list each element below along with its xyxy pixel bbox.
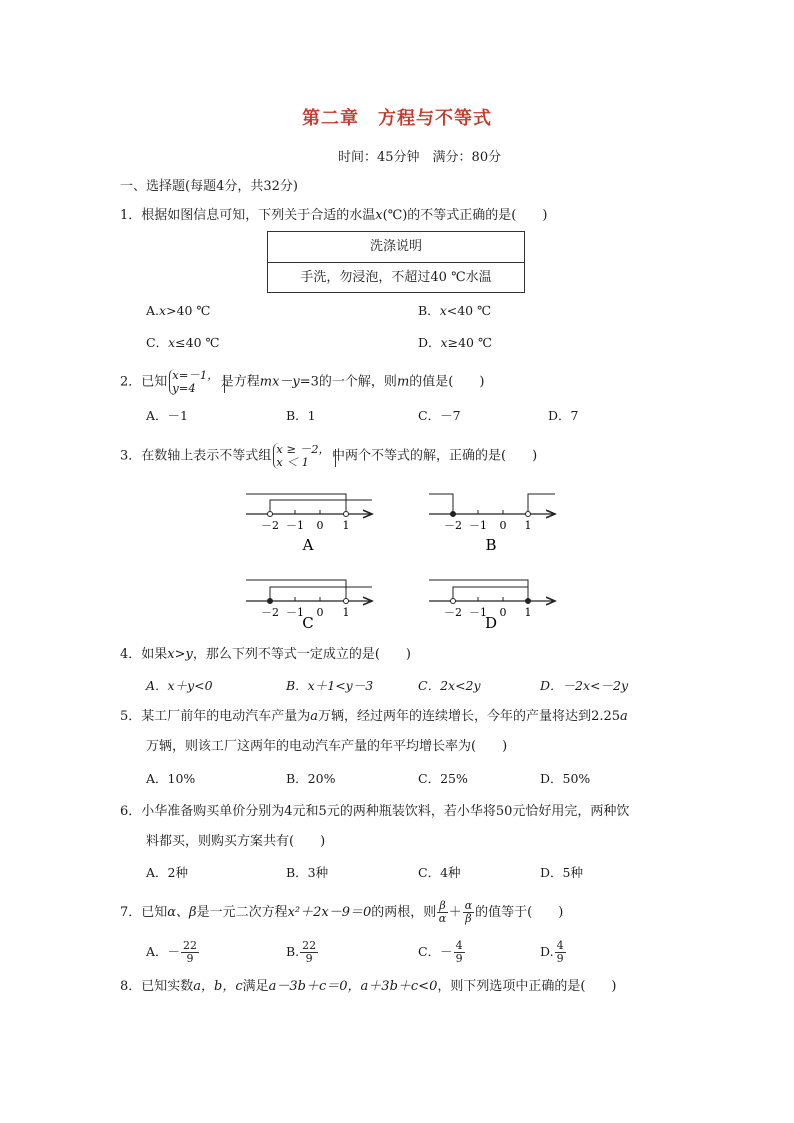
q4-condition: x>y xyxy=(167,647,193,662)
q8-text-a: 8．已知实数 xyxy=(120,979,194,994)
tick-label: －1 xyxy=(469,519,487,532)
q7-d-den: 9 xyxy=(556,952,564,965)
q8-text-b: 满足 xyxy=(242,979,269,994)
q5-option-b: B．20% xyxy=(286,771,336,786)
q3-inequality-system xyxy=(273,443,330,469)
q7-text-d: 的值等于( ) xyxy=(475,905,564,920)
q7-b-prefix: B. xyxy=(286,944,300,959)
q7-d-prefix: D. xyxy=(540,944,554,959)
q1-b-var: x xyxy=(439,303,447,318)
option-label-d: D xyxy=(484,614,498,632)
question-5-line-2: 万辆，则该工厂这两年的电动汽车产量的年平均增长率为( ) xyxy=(146,739,508,754)
option-label-a: A xyxy=(302,536,314,554)
tick-label: 0 xyxy=(316,606,324,619)
tick-label: 0 xyxy=(499,606,507,619)
q1-a-var: x xyxy=(159,303,167,318)
q1-c-var: x xyxy=(168,335,176,350)
q7-text-c: 的两根，则 xyxy=(371,905,437,920)
q2-option-d: D．7 xyxy=(548,408,579,423)
q7-option-d xyxy=(540,940,567,965)
tick-label: 1 xyxy=(342,519,350,532)
q7-b-den: 9 xyxy=(305,952,313,965)
q6-option-b: B．3种 xyxy=(286,865,329,880)
q3-sys-bot: x ＜ 1 xyxy=(276,455,309,469)
q2-stem-text-c: =3的一个解，则 xyxy=(299,374,397,390)
q5-option-c: C．25% xyxy=(418,771,468,786)
q1-stem-text-a: 1．根据如图信息可知，下列关于合适的水温 xyxy=(120,208,376,223)
q4-option-b: B．x＋1<y－3 xyxy=(286,678,374,693)
page-subtitle: 时间：45分钟 满分：80分 xyxy=(338,150,502,165)
washing-instruction-table xyxy=(267,231,525,293)
q4-option-a: A．x＋y<0 xyxy=(146,678,213,693)
q2-sys-bot: y=4 xyxy=(172,381,196,395)
number-line-c xyxy=(246,580,372,632)
q7-frac1-den: α xyxy=(438,912,447,925)
number-line-a xyxy=(246,494,372,554)
q7-plus: ＋ xyxy=(448,905,462,920)
q1-option-c xyxy=(146,334,219,352)
q1-option-a xyxy=(146,302,210,320)
q7-fraction-2 xyxy=(463,900,474,925)
tick-label: 0 xyxy=(316,519,324,532)
q1-option-d xyxy=(418,334,492,352)
q2-equation: mx－y xyxy=(259,374,300,390)
q7-text-b: 是一元二次方程 xyxy=(196,905,288,920)
q7-frac1-num: β xyxy=(439,899,446,912)
question-1-stem xyxy=(120,207,547,225)
q5-var-a-2: a xyxy=(620,709,628,724)
tick-label: 1 xyxy=(524,519,532,532)
q1-stem-var: x xyxy=(375,208,383,223)
q6-option-a: A．2种 xyxy=(146,865,188,880)
q7-d-num: 4 xyxy=(556,939,564,952)
q1-b-prefix: B． xyxy=(418,303,440,318)
tick-label: －1 xyxy=(286,519,304,532)
q1-d-var: x xyxy=(440,335,448,350)
q7-roots: α、β xyxy=(167,905,197,920)
q1-a-rest: >40 ℃ xyxy=(166,303,211,318)
q7-d-fraction xyxy=(555,940,566,965)
option-label-b: B xyxy=(485,536,497,554)
number-line-d xyxy=(429,580,555,632)
notice-body: 手洗，勿浸泡，不超过40 ℃水温 xyxy=(300,270,492,285)
q1-d-prefix: D． xyxy=(418,335,441,350)
q7-frac2-num: α xyxy=(464,899,473,912)
question-2-stem xyxy=(120,369,484,395)
q2-stem-text-b: 是方程 xyxy=(220,374,260,390)
q5-option-d: D．50% xyxy=(540,771,591,786)
question-5-line-1 xyxy=(120,708,628,726)
q7-a-den: 9 xyxy=(186,952,194,965)
q1-d-rest: ≥40 ℃ xyxy=(447,335,492,350)
q2-var-m: m xyxy=(396,374,410,390)
section-heading: 一、选择题(每题4分，共32分) xyxy=(120,179,298,194)
q2-option-a: A．－1 xyxy=(146,408,188,423)
q8-vars: a，b，c xyxy=(193,979,243,994)
q1-c-prefix: C． xyxy=(146,335,169,350)
option-label-c: C xyxy=(302,614,314,632)
tick-label: －2 xyxy=(261,519,279,532)
q1-b-rest: <40 ℃ xyxy=(446,303,492,318)
q7-frac2-den: β xyxy=(465,912,472,925)
q8-conditions: a－3b＋c＝0，a＋3b＋c<0 xyxy=(268,979,438,994)
tick-label: 1 xyxy=(524,606,532,619)
q7-b-num: 22 xyxy=(302,939,317,952)
q4-stem-text-a: 4．如果 xyxy=(120,647,168,662)
tick-label: －2 xyxy=(444,606,462,619)
q7-option-b xyxy=(286,940,319,965)
tick-label: 0 xyxy=(499,519,507,532)
q7-c-prefix: C．－ xyxy=(418,944,453,959)
q7-c-fraction xyxy=(454,940,465,965)
q6-option-c: C．4种 xyxy=(418,865,461,880)
tick-label: －1 xyxy=(469,606,487,619)
q3-stem-text-a: 3．在数轴上表示不等式组 xyxy=(120,448,272,464)
q5-option-a: A．10% xyxy=(146,771,196,786)
q4-stem-text-b: ，那么下列不等式一定成立的是( ) xyxy=(192,647,412,662)
q2-stem-text-a: 2．已知 xyxy=(120,374,168,390)
tick-label: 1 xyxy=(342,606,350,619)
q7-a-fraction xyxy=(181,940,199,965)
q7-c-num: 4 xyxy=(455,939,463,952)
q2-option-c: C．－7 xyxy=(418,408,461,423)
number-line-figures xyxy=(0,480,794,640)
question-6-line-2: 料都买，则购买方案共有( ) xyxy=(146,834,326,849)
q7-c-den: 9 xyxy=(455,952,463,965)
q1-stem-text-b: (℃)的不等式正确的是( ) xyxy=(382,208,548,223)
q5-text-b: 万辆，经过两年的连续增长，今年的产量将达到 xyxy=(318,709,592,724)
q2-equation-system xyxy=(169,369,218,395)
q3-stem-text-b: 中两个不等式的解，正确的是( ) xyxy=(332,448,538,464)
question-8-stem xyxy=(120,978,617,996)
q7-text-a: 7．已知 xyxy=(120,905,168,920)
q4-option-c: C．2x<2y xyxy=(418,678,481,693)
q1-option-b xyxy=(418,302,491,320)
q7-option-c xyxy=(418,940,466,965)
question-6-line-1: 6．小华准备购买单价分别为4元和5元的两种瓶装饮料，若小华将50元恰好用完，两种饮 xyxy=(120,804,630,819)
q6-option-d: D．5种 xyxy=(540,865,583,880)
q7-a-num: 22 xyxy=(183,939,198,952)
q2-option-b: B．1 xyxy=(286,408,316,423)
number-line-b xyxy=(429,494,555,554)
question-3-stem xyxy=(120,443,537,469)
notice-title: 洗涤说明 xyxy=(268,232,524,263)
q7-a-prefix: A．－ xyxy=(146,944,181,959)
q4-option-d: D．－2x<－2y xyxy=(540,678,629,693)
q1-a-prefix: A. xyxy=(146,303,160,318)
tick-label: －2 xyxy=(444,519,462,532)
q1-c-rest: ≤40 ℃ xyxy=(175,335,220,350)
q7-b-fraction xyxy=(300,940,318,965)
q7-fraction-1 xyxy=(437,900,447,925)
q3-sys-top: x ≥ －2， xyxy=(276,442,331,456)
q8-text-c: ，则下列选项中正确的是( ) xyxy=(437,979,617,994)
tick-label: －2 xyxy=(261,606,279,619)
tick-label: －1 xyxy=(286,606,304,619)
q2-sys-top: x=－1， xyxy=(172,368,219,382)
q7-equation: x²＋2x－9＝0 xyxy=(287,905,372,920)
question-7-stem xyxy=(120,900,563,925)
q5-text-c: 2.25 xyxy=(591,709,621,724)
page-title: 第二章 方程与不等式 xyxy=(302,108,492,129)
q7-option-a xyxy=(146,940,200,965)
q2-stem-text-d: 的值是( ) xyxy=(409,374,485,390)
q5-var-a: a xyxy=(310,709,319,724)
question-4-stem xyxy=(120,646,411,664)
q5-text-a: 5．某工厂前年的电动汽车产量为 xyxy=(120,709,311,724)
